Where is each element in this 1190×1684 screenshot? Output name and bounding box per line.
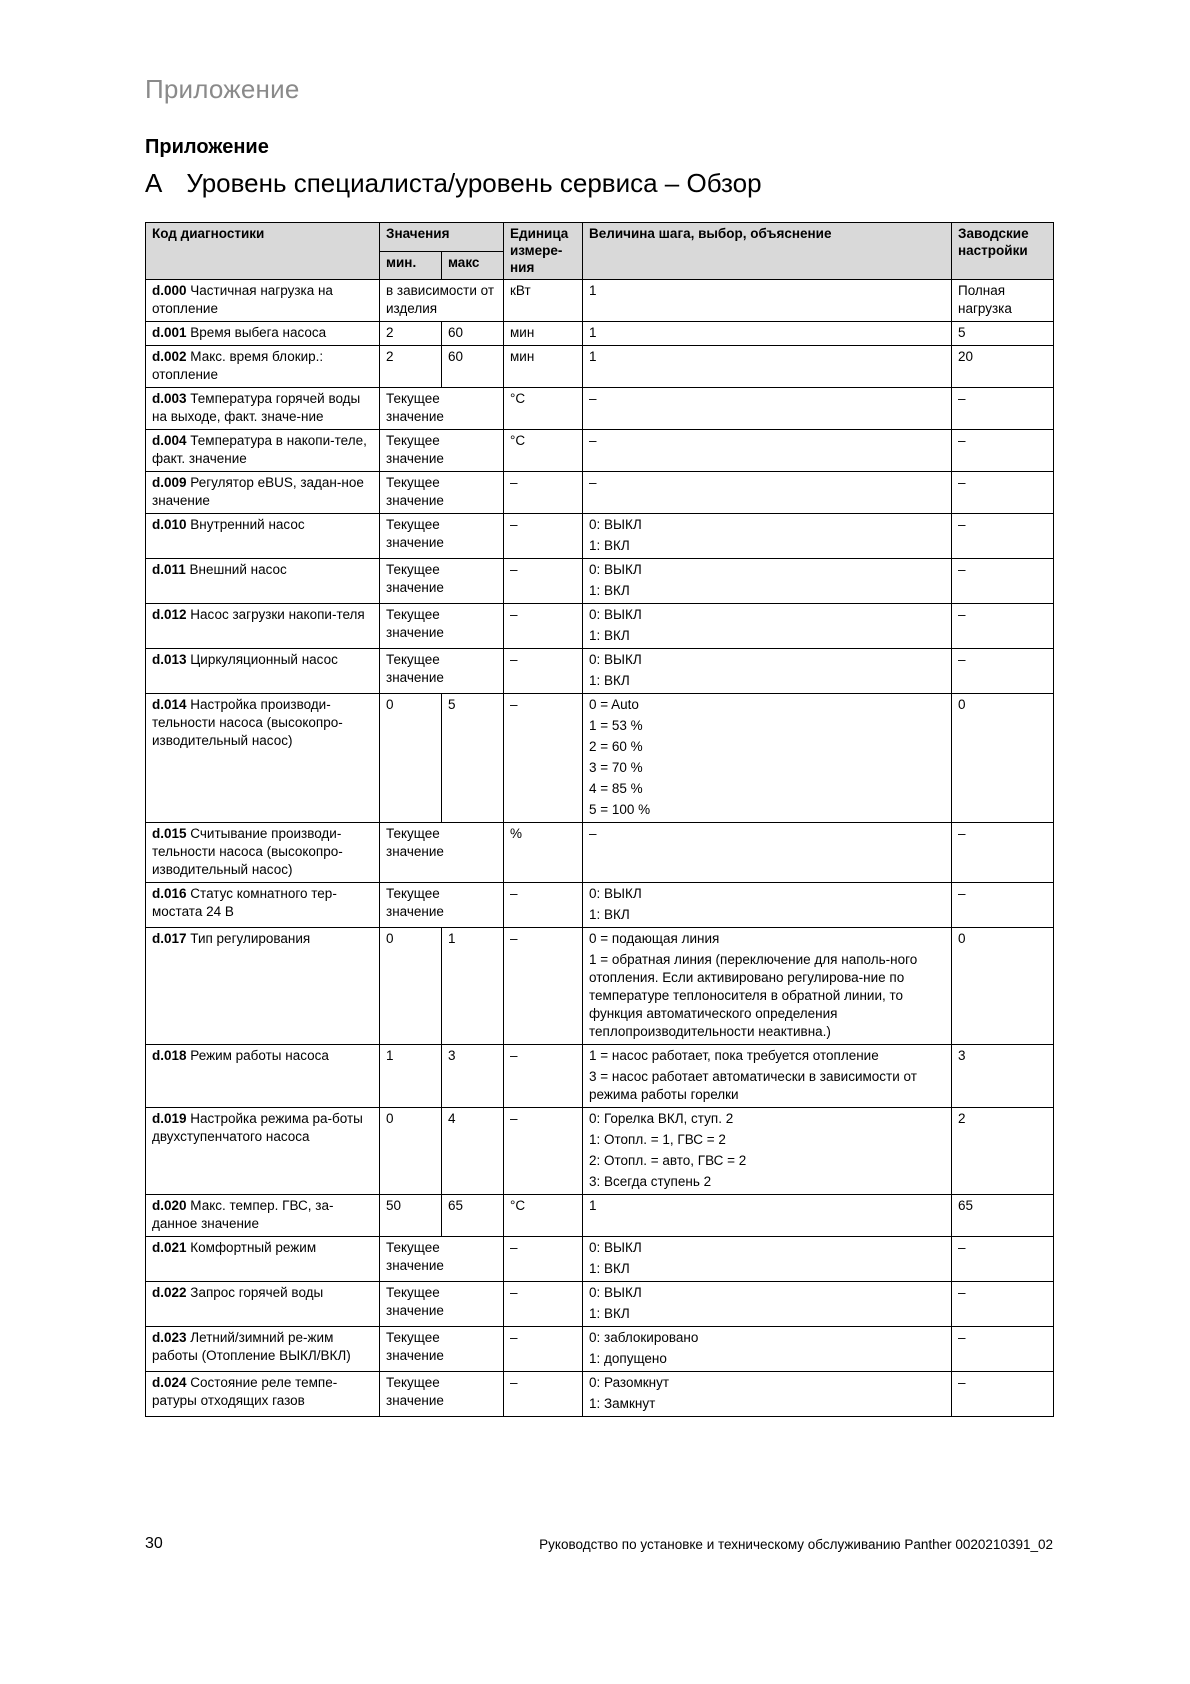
step-line: 1 = насос работает, пока требуется отопление <box>589 1048 879 1063</box>
diagnostic-code: d.017 <box>152 931 187 946</box>
cell-code <box>146 388 380 430</box>
cell-unit: – <box>504 1237 583 1282</box>
table-row <box>146 1237 1054 1282</box>
cell-code <box>146 1372 380 1417</box>
cell-unit: – <box>504 514 583 559</box>
step-line: – <box>589 391 597 406</box>
cell-step <box>583 1372 952 1417</box>
step-line: 1: ВКЛ <box>589 673 630 688</box>
step-line: 0: ВЫКЛ <box>589 1285 642 1300</box>
table-row <box>146 346 1054 388</box>
cell-code <box>146 694 380 823</box>
cell-factory: – <box>952 472 1054 514</box>
cell-min: 0 <box>380 694 442 823</box>
cell-step <box>583 322 952 346</box>
header-code: Код диагностики <box>146 223 380 280</box>
cell-min: 0 <box>380 1108 442 1195</box>
step-line: 5 = 100 % <box>589 802 651 817</box>
cell-unit: °C <box>504 430 583 472</box>
section-title: Приложение <box>145 136 269 158</box>
step-line: 0: ВЫКЛ <box>589 652 642 667</box>
diagnostic-code: d.015 <box>152 826 187 841</box>
cell-unit: – <box>504 1372 583 1417</box>
diagnostic-code: d.003 <box>152 391 187 406</box>
diagnostic-code: d.001 <box>152 325 187 340</box>
cell-step <box>583 1195 952 1237</box>
cell-values: Текущее значение <box>380 1282 504 1327</box>
cell-factory: Полная нагрузка <box>952 280 1054 322</box>
step-line: 1: ВКЛ <box>589 907 630 922</box>
diagnostic-name: Тип регулирования <box>190 931 311 946</box>
cell-step <box>583 559 952 604</box>
diagnostic-code: d.024 <box>152 1375 187 1390</box>
diagnostic-name: Настройка режима ра-боты двухступенчатого насоса <box>152 1111 363 1144</box>
table-row <box>146 1045 1054 1108</box>
cell-factory: – <box>952 649 1054 694</box>
cell-code <box>146 430 380 472</box>
step-line: 1: допущено <box>589 1351 667 1366</box>
cell-unit: – <box>504 559 583 604</box>
table-row <box>146 514 1054 559</box>
cell-code <box>146 1237 380 1282</box>
cell-values: в зависимости от изделия <box>380 280 504 322</box>
cell-code <box>146 280 380 322</box>
table-row <box>146 883 1054 928</box>
cell-code <box>146 928 380 1045</box>
appendix-heading <box>145 168 762 199</box>
cell-step <box>583 514 952 559</box>
step-line: 1 = обратная линия (переключение для наполь-ного отопления. Если активировано регулирова-ние по температуре теплоносителя в обратной линии, то функция автоматического определения теплопроизводительности неактивна.) <box>589 952 918 1039</box>
step-line: 2 = 60 % <box>589 739 643 754</box>
table-row <box>146 388 1054 430</box>
diagnostic-code: d.023 <box>152 1330 187 1345</box>
cell-values: Текущее значение <box>380 1237 504 1282</box>
cell-unit: – <box>504 694 583 823</box>
step-line: 1 <box>589 283 597 298</box>
table-row <box>146 694 1054 823</box>
cell-step <box>583 649 952 694</box>
cell-code <box>146 823 380 883</box>
table-row <box>146 280 1054 322</box>
cell-factory: – <box>952 823 1054 883</box>
diagnostic-name: Комфортный режим <box>190 1240 317 1255</box>
cell-code <box>146 514 380 559</box>
cell-min: 2 <box>380 346 442 388</box>
cell-factory: – <box>952 604 1054 649</box>
step-line: 3 = 70 % <box>589 760 643 775</box>
step-line: 1: ВКЛ <box>589 583 630 598</box>
diagnostic-name: Режим работы насоса <box>190 1048 329 1063</box>
diagnostic-name: Внутренний насос <box>190 517 305 532</box>
appendix-letter: A <box>145 168 163 198</box>
cell-values: Текущее значение <box>380 604 504 649</box>
cell-step <box>583 1108 952 1195</box>
diagnostic-name: Настройка производи-тельности насоса (высокопро-изводительный насос) <box>152 697 343 748</box>
cell-min: 50 <box>380 1195 442 1237</box>
cell-factory: 2 <box>952 1108 1054 1195</box>
diagnostic-code: d.021 <box>152 1240 187 1255</box>
cell-unit: – <box>504 1282 583 1327</box>
cell-unit: – <box>504 1327 583 1372</box>
step-line: 1: Отопл. = 1, ГВС = 2 <box>589 1132 726 1147</box>
cell-values: Текущее значение <box>380 559 504 604</box>
diagnostic-name: Считывание производи-тельности насоса (высокопро-изводительный насос) <box>152 826 343 877</box>
step-line: 1: Замкнут <box>589 1396 656 1411</box>
cell-unit: мин <box>504 322 583 346</box>
header-unit: Единица измере-ния <box>504 223 583 280</box>
cell-step <box>583 1237 952 1282</box>
diagnostic-name: Температура горячей воды на выходе, факт. значе-ние <box>152 391 361 424</box>
diagnostic-code: d.022 <box>152 1285 187 1300</box>
diagnostic-code: d.014 <box>152 697 187 712</box>
step-line: – <box>589 433 597 448</box>
table-row <box>146 559 1054 604</box>
cell-factory: – <box>952 1327 1054 1372</box>
step-line: 0: заблокировано <box>589 1330 699 1345</box>
table-row <box>146 649 1054 694</box>
cell-step <box>583 346 952 388</box>
cell-factory: – <box>952 514 1054 559</box>
step-line: 2: Отопл. = авто, ГВС = 2 <box>589 1153 747 1168</box>
diagnostic-code: d.011 <box>152 562 186 577</box>
step-line: 1: ВКЛ <box>589 1261 630 1276</box>
cell-values: Текущее значение <box>380 1372 504 1417</box>
cell-unit: °C <box>504 388 583 430</box>
cell-step <box>583 883 952 928</box>
step-line: 0: ВЫКЛ <box>589 562 642 577</box>
diagnostic-code: d.010 <box>152 517 187 532</box>
cell-unit: кВт <box>504 280 583 322</box>
cell-code <box>146 1045 380 1108</box>
cell-code <box>146 346 380 388</box>
cell-max: 5 <box>442 694 504 823</box>
step-line: 1: ВКЛ <box>589 628 630 643</box>
step-line: 0 = Auto <box>589 697 639 712</box>
cell-values: Текущее значение <box>380 388 504 430</box>
diagnostic-code: d.012 <box>152 607 187 622</box>
cell-code <box>146 604 380 649</box>
cell-max: 3 <box>442 1045 504 1108</box>
cell-values: Текущее значение <box>380 823 504 883</box>
cell-values: Текущее значение <box>380 1327 504 1372</box>
diagnostic-code: d.009 <box>152 475 187 490</box>
diagnostic-code: d.016 <box>152 886 187 901</box>
diagnostic-name: Макс. темпер. ГВС, за-данное значение <box>152 1198 334 1231</box>
diagnostic-name: Статус комнатного тер-мостата 24 В <box>152 886 337 919</box>
step-line: 0 = подающая линия <box>589 931 720 946</box>
cell-min: 0 <box>380 928 442 1045</box>
table-row <box>146 1282 1054 1327</box>
header-max: макс <box>442 251 504 280</box>
cell-code <box>146 472 380 514</box>
diagnostic-name: Частичная нагрузка на отопление <box>152 283 333 316</box>
step-line: 0: ВЫКЛ <box>589 886 642 901</box>
step-line: 1 = 53 % <box>589 718 643 733</box>
cell-unit: °C <box>504 1195 583 1237</box>
diagnostic-code: d.000 <box>152 283 187 298</box>
cell-min: 1 <box>380 1045 442 1108</box>
step-line: – <box>589 475 597 490</box>
step-line: 4 = 85 % <box>589 781 643 796</box>
cell-max: 4 <box>442 1108 504 1195</box>
footer-text: Руководство по установке и техническому обслуживанию Panther 0020210391_02 <box>539 1537 1053 1552</box>
diagnostic-name: Температура в накопи-теле, факт. значение <box>152 433 367 466</box>
cell-factory: – <box>952 1372 1054 1417</box>
header-factory: Заводские настройки <box>952 223 1054 280</box>
cell-step <box>583 1045 952 1108</box>
running-header: Приложение <box>145 74 300 104</box>
cell-step <box>583 1327 952 1372</box>
cell-values: Текущее значение <box>380 883 504 928</box>
table-row <box>146 1108 1054 1195</box>
appendix-title: Уровень специалиста/уровень сервиса – Обзор <box>186 168 762 198</box>
cell-step <box>583 604 952 649</box>
step-line: 1 <box>589 1198 597 1213</box>
step-line: 1: ВКЛ <box>589 1306 630 1321</box>
cell-unit: – <box>504 649 583 694</box>
cell-step <box>583 694 952 823</box>
table-row <box>146 928 1054 1045</box>
cell-unit: – <box>504 1108 583 1195</box>
cell-factory: – <box>952 1237 1054 1282</box>
step-line: 1 <box>589 325 597 340</box>
diagnostic-code: d.013 <box>152 652 187 667</box>
cell-unit: % <box>504 823 583 883</box>
cell-max: 65 <box>442 1195 504 1237</box>
cell-code <box>146 1282 380 1327</box>
cell-code <box>146 1195 380 1237</box>
cell-step <box>583 472 952 514</box>
diagnostic-code: d.004 <box>152 433 187 448</box>
table-row <box>146 823 1054 883</box>
cell-values: Текущее значение <box>380 649 504 694</box>
cell-values: Текущее значение <box>380 514 504 559</box>
cell-factory: 0 <box>952 694 1054 823</box>
diagnostic-name: Запрос горячей воды <box>190 1285 324 1300</box>
step-line: 1 <box>589 349 597 364</box>
diagnostic-code: d.020 <box>152 1198 187 1213</box>
step-line: 0: ВЫКЛ <box>589 517 642 532</box>
cell-step <box>583 823 952 883</box>
diagnostic-name: Время выбега насоса <box>190 325 327 340</box>
step-line: – <box>589 826 597 841</box>
cell-code <box>146 1108 380 1195</box>
table-row <box>146 604 1054 649</box>
cell-factory: 65 <box>952 1195 1054 1237</box>
table-row <box>146 1195 1054 1237</box>
cell-max: 60 <box>442 322 504 346</box>
cell-code <box>146 883 380 928</box>
cell-max: 1 <box>442 928 504 1045</box>
cell-step <box>583 928 952 1045</box>
header-min: мин. <box>380 251 442 280</box>
cell-unit: – <box>504 883 583 928</box>
cell-factory: – <box>952 559 1054 604</box>
cell-code <box>146 559 380 604</box>
cell-factory: 20 <box>952 346 1054 388</box>
header-values: Значения <box>380 223 504 252</box>
diagnostic-code: d.019 <box>152 1111 187 1126</box>
cell-unit: мин <box>504 346 583 388</box>
step-line: 3: Всегда ступень 2 <box>589 1174 712 1189</box>
diagnostic-name: Состояние реле темпе-ратуры отходящих газов <box>152 1375 338 1408</box>
diagnostic-name: Насос загрузки накопи-теля <box>190 607 365 622</box>
cell-step <box>583 388 952 430</box>
step-line: 0: Горелка ВКЛ, ступ. 2 <box>589 1111 734 1126</box>
diagnostic-code: d.018 <box>152 1048 187 1063</box>
cell-values: Текущее значение <box>380 472 504 514</box>
table-row <box>146 1327 1054 1372</box>
cell-unit: – <box>504 928 583 1045</box>
cell-code <box>146 1327 380 1372</box>
header-step: Величина шага, выбор, объяснение <box>583 223 952 280</box>
step-line: 0: ВЫКЛ <box>589 1240 642 1255</box>
step-line: 3 = насос работает автоматически в зависимости от режима работы горелки <box>589 1069 917 1102</box>
cell-code <box>146 322 380 346</box>
cell-factory: 3 <box>952 1045 1054 1108</box>
cell-factory: – <box>952 883 1054 928</box>
step-line: 0: ВЫКЛ <box>589 607 642 622</box>
cell-values: Текущее значение <box>380 430 504 472</box>
diagnostic-name: Регулятор eBUS, задан-ное значение <box>152 475 364 508</box>
cell-unit: – <box>504 604 583 649</box>
diagnostics-table <box>145 222 1054 1417</box>
page-number: 30 <box>145 1535 163 1552</box>
cell-step <box>583 1282 952 1327</box>
table-row <box>146 322 1054 346</box>
table-row <box>146 430 1054 472</box>
cell-unit: – <box>504 1045 583 1108</box>
cell-unit: – <box>504 472 583 514</box>
cell-step <box>583 430 952 472</box>
step-line: 1: ВКЛ <box>589 538 630 553</box>
cell-factory: – <box>952 1282 1054 1327</box>
cell-factory: 0 <box>952 928 1054 1045</box>
diagnostic-name: Летний/зимний ре-жим работы (Отопление ВЫКЛ/ВКЛ) <box>152 1330 351 1363</box>
cell-factory: 5 <box>952 322 1054 346</box>
cell-min: 2 <box>380 322 442 346</box>
cell-factory: – <box>952 388 1054 430</box>
table-row <box>146 1372 1054 1417</box>
step-line: 0: Разомкнут <box>589 1375 670 1390</box>
diagnostic-code: d.002 <box>152 349 187 364</box>
cell-code <box>146 649 380 694</box>
cell-factory: – <box>952 430 1054 472</box>
diagnostic-name: Циркуляционный насос <box>190 652 338 667</box>
cell-max: 60 <box>442 346 504 388</box>
diagnostic-name: Макс. время блокир.: отопление <box>152 349 324 382</box>
table-row <box>146 472 1054 514</box>
diagnostic-name: Внешний насос <box>189 562 287 577</box>
cell-step <box>583 280 952 322</box>
